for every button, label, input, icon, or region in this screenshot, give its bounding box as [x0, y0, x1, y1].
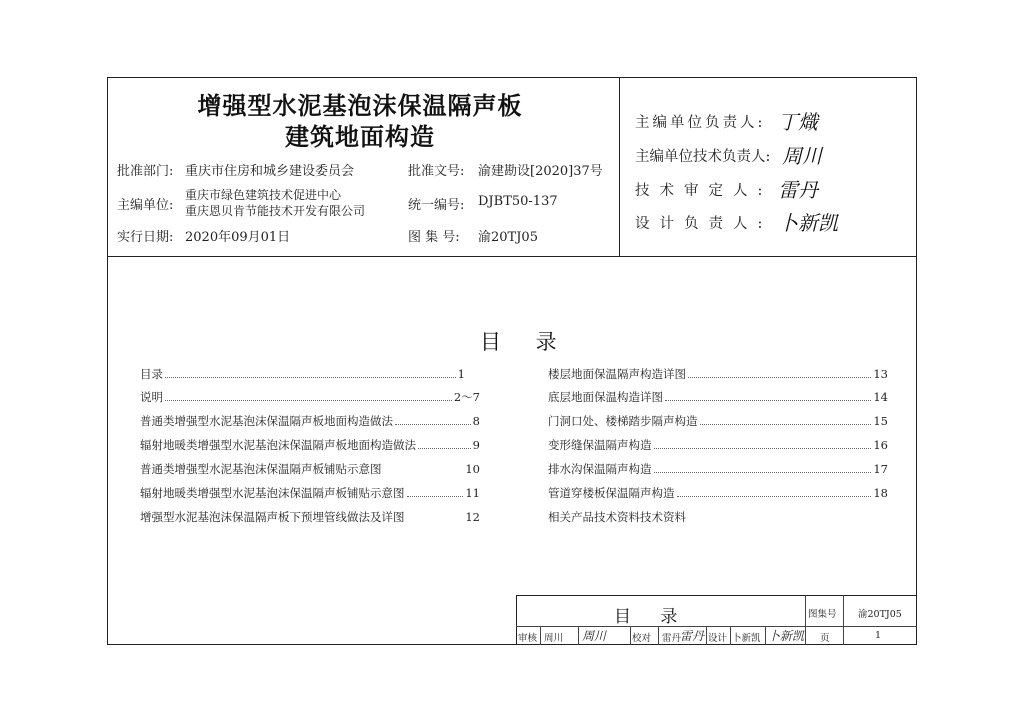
approval-dept: 重庆市住房和城乡建设委员会 [185, 164, 355, 179]
design-name: 卜新凯 [732, 633, 761, 644]
toc-item: 增强型水泥基泡沫保温隔声板下预埋管线做法及详图 12 [140, 510, 480, 524]
toc-item: 普通类增强型水泥基泡沫保温隔声板地面构造做法 8 [140, 414, 480, 428]
toc-item: 说明 2～7 [140, 390, 480, 404]
design-label: 设计 [708, 633, 728, 644]
tb-div [658, 626, 659, 645]
sig-reviewer: 雷丹 [778, 178, 818, 202]
check-signature: 雷丹 [680, 629, 705, 643]
tb-div [765, 626, 766, 645]
check-label: 校对 [632, 633, 652, 644]
toc-item: 普通类增强型水泥基泡沫保温隔声板铺贴示意图 10 [140, 462, 480, 476]
design-signature: 卜新凯 [768, 629, 805, 643]
toc-item: 排水沟保温隔声构造 17 [548, 462, 888, 476]
atlas-no: 渝20TJ05 [478, 230, 538, 245]
page-value: 1 [875, 630, 882, 641]
sig-label-reviewer: 技术审定人: [635, 183, 773, 199]
page-label: 页 [820, 633, 830, 644]
tb-div [630, 626, 631, 645]
toc-item: 管道穿楼板保温隔声构造 18 [548, 486, 888, 500]
atlas-label: 图集号 [808, 609, 837, 620]
toc-item: 楼层地面保温隔声构造详图 13 [548, 367, 888, 381]
sig-designer: 卜新凯 [778, 211, 838, 235]
editor-line2: 重庆恩贝肯节能技术开发有限公司 [185, 204, 366, 218]
effective-date-label: 实行日期: [117, 230, 174, 245]
review-signature: 周川 [582, 629, 607, 643]
toc-item: 门洞口处、楼梯踏步隔声构造 15 [548, 414, 888, 428]
tb-div [706, 626, 707, 645]
check-name: 雷丹 [662, 633, 682, 644]
toc-item: 变形缝保温隔声构造 16 [548, 438, 888, 452]
title-block-top [516, 595, 917, 596]
unified-code: DJBT50-137 [478, 194, 558, 209]
title-block-left [516, 595, 517, 645]
title-block-col2 [843, 595, 844, 645]
toc-item: 辐射地暖类增强型水泥基泡沫保温隔声板铺贴示意图 11 [140, 486, 480, 500]
approval-doc: 渝建勘设[2020]37号 [478, 164, 603, 179]
editor-label: 主编单位: [117, 198, 174, 213]
title-block-mid [516, 626, 917, 627]
tb-div [540, 626, 541, 645]
sheet-title: 目 录 [614, 607, 690, 627]
sig-editor-head: 丁熾 [778, 110, 818, 134]
toc-title: 目 录 [480, 330, 571, 354]
unified-code-label: 统一编号: [408, 198, 465, 213]
toc-item: 辐射地暖类增强型水泥基泡沫保温隔声板地面构造做法 9 [140, 438, 480, 452]
atlas-value: 渝20TJ05 [858, 609, 902, 620]
sig-tech-head: 周川 [782, 144, 822, 168]
review-name: 周川 [544, 633, 564, 644]
tb-div [730, 626, 731, 645]
sig-label-designer: 设计负责人: [635, 216, 773, 232]
header-vertical-divider [619, 77, 620, 256]
approval-doc-label: 批准文号: [408, 164, 465, 179]
toc-item: 目录 1 [140, 367, 465, 381]
effective-date: 2020年09月01日 [185, 230, 291, 245]
atlas-title-line2: 建筑地面构造 [285, 123, 435, 151]
header-divider [107, 256, 917, 257]
toc-item: 底层地面保温构造详图 14 [548, 390, 888, 404]
tb-div [578, 626, 579, 645]
approval-dept-label: 批准部门: [117, 164, 174, 179]
atlas-title-line1: 增强型水泥基泡沫保温隔声板 [197, 92, 523, 120]
review-label: 审核 [518, 633, 538, 644]
title-block-col1 [805, 595, 806, 645]
toc-item: 相关产品技术资料技术资料 [548, 510, 686, 524]
sig-label-tech-head: 主编单位技术负责人: [635, 149, 771, 165]
sig-label-editor-head: 主编单位负责人: [635, 115, 766, 131]
atlas-no-label: 图 集 号: [408, 230, 460, 245]
editor-line1: 重庆市绿色建筑技术促进中心 [185, 188, 342, 202]
